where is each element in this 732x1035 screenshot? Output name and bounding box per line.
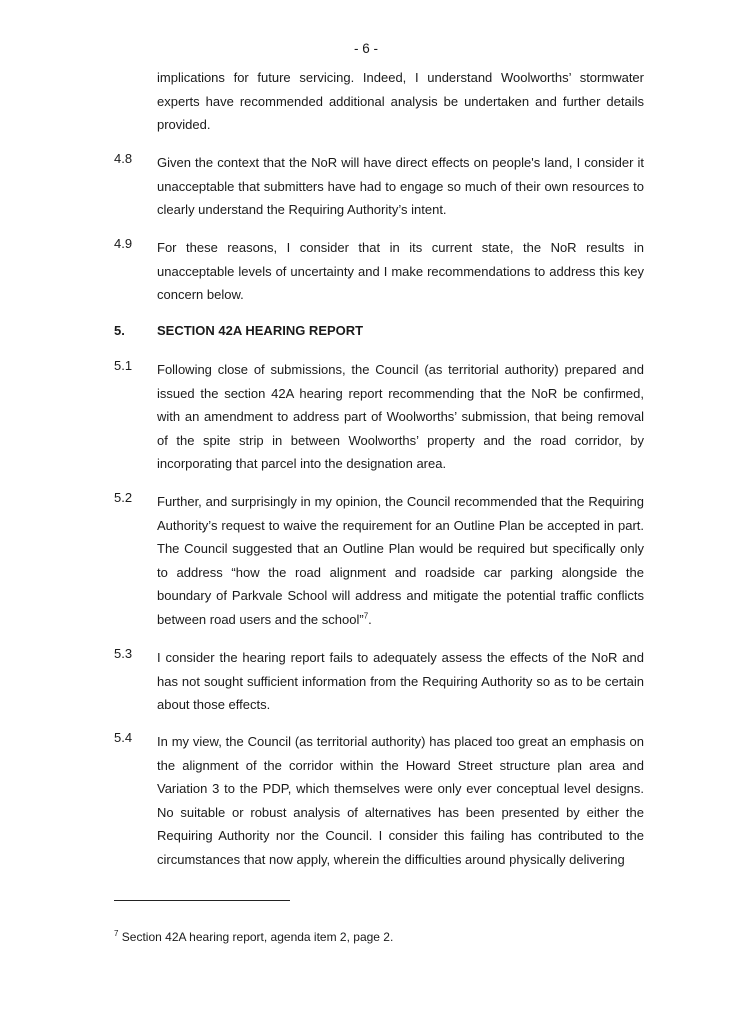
section-title: SECTION 42A HEARING REPORT: [157, 323, 364, 338]
paragraph-text: implications for future servicing. Indeed, I understand Woolworths’ stormwater experts have recommended additional analysis be undertaken and further details provided.: [157, 70, 644, 132]
paragraph-text: I consider the hearing report fails to adequately assess the effects of the NoR and has not sought sufficient information from the Requiring Authority so as to be certain about those effects.: [157, 650, 644, 712]
paragraph-body: Further, and surprisingly in my opinion, the Council recommended that the Requiring Authority’s request to waive the requirement for an Outline Plan be accepted in part. The Council suggested that an Outline Plan would be required but specifically only to address “how the road alignment and roadside car parking alongside the boundary of Parkvale School will address and mitigate the potential traffic conflicts between road users and the school”: [157, 494, 644, 627]
paragraph-text: For these reasons, I consider that in its current state, the NoR results in unacceptable levels of uncertainty and I make recommendations to address this key concern below.: [157, 240, 644, 302]
footnote: [114, 930, 393, 944]
footnote-text: Section 42A hearing report, agenda item 2, page 2.: [118, 930, 394, 944]
paragraph-number: 5.3: [114, 646, 133, 661]
paragraph-text: Given the context that the NoR will have direct effects on people's land, I consider it unacceptable that submitters have had to engage so much of their own resources to clearly understand the Requiring Authority’s intent.: [157, 155, 644, 217]
paragraph-text: [157, 490, 644, 631]
paragraph-number: 5.1: [114, 358, 133, 373]
paragraph-number: 5.4: [114, 730, 133, 745]
section-number: 5.: [114, 323, 125, 338]
footnote-reference: 7: [363, 611, 369, 621]
section-heading: [114, 323, 644, 338]
footnote-separator: [114, 900, 290, 901]
paragraph-number: 5.2: [114, 490, 133, 505]
paragraph-text: Following close of submissions, the Council (as territorial authority) prepared and issued the section 42A hearing report recommending that the NoR be confirmed, with an amendment to address part of Woolworths’ submission, that being removal of the spite strip in between Woolworths’ property and the road corridor, by incorporating that parcel into the designation area.: [157, 362, 644, 471]
paragraph-text: In my view, the Council (as territorial authority) has placed too great an emphasis on the alignment of the corridor within the Howard Street structure plan area and Variation 3 to the PDP, which themselves were only ever conceptual level designs. No suitable or robust analysis of alternatives has been presented by either the Requiring Authority nor the Council. I consider this failing has contributed to the circumstances that now apply, wherein the difficulties around physically delivering: [157, 734, 644, 867]
paragraph-trail: .: [368, 611, 372, 627]
paragraph-number: 4.9: [114, 236, 133, 251]
paragraph-number: 4.8: [114, 151, 133, 166]
page-number: - 6 -: [353, 41, 378, 56]
footnote-mark: 7: [114, 929, 119, 938]
